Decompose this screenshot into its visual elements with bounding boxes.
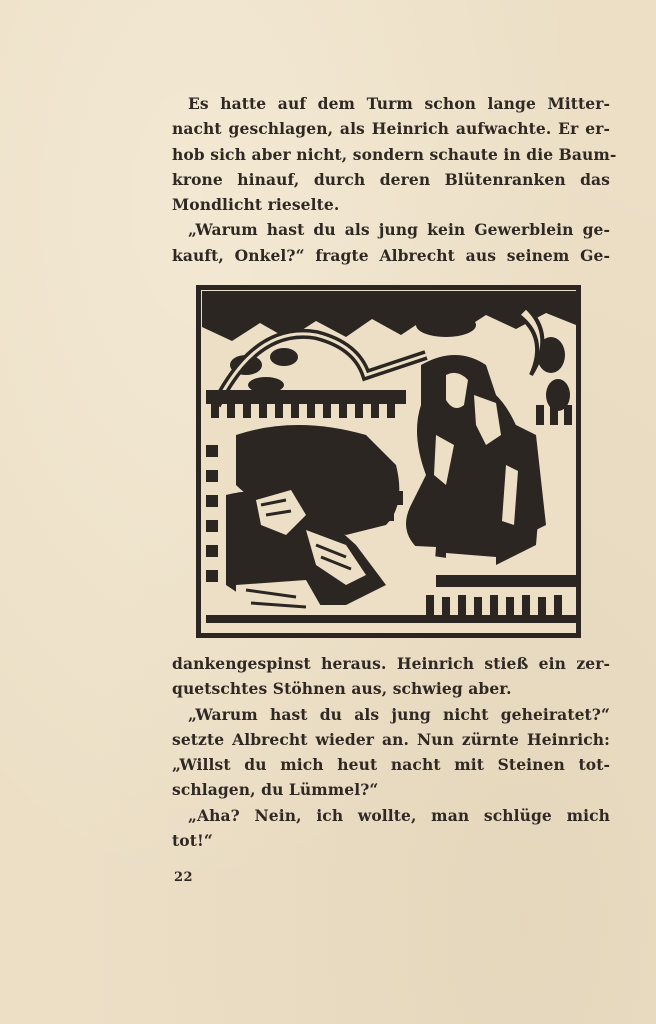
text-line: Mondlicht rieselte. [172, 195, 340, 215]
paragraph-block-top [172, 91, 617, 268]
text-line: „Aha? Nein, ich wollte, man schlüge mich [188, 805, 610, 825]
page-number: 22 [174, 870, 194, 885]
text-line: dankengespinst heraus. Heinrich stieß ein zer- [172, 654, 610, 673]
text-line: „Warum hast du als jung kein Gewerblein ge- [188, 220, 610, 240]
text-line: nacht geschlagen, als Heinrich aufwachte. Er er- [172, 119, 610, 139]
text-line: Es hatte auf dem Turm schon lange Mitter- [188, 94, 610, 113]
text-line: kauft, Onkel?“ fragte Albrecht aus seinem Ge- [172, 245, 610, 265]
text-line: setzte Albrecht wieder an. Nun zürnte Heinrich: [172, 729, 610, 749]
text-line: tot!“ [172, 831, 213, 851]
text-line: „Warum hast du als jung nicht geheiratet?“ [188, 704, 610, 724]
woodcut-image-icon [196, 285, 581, 638]
text-line: hob sich aber nicht, sondern schaute in die Baum- [172, 144, 617, 164]
text-line: „Willst du mich heut nacht mit Steinen tot- [172, 755, 610, 775]
text-line: krone hinauf, durch deren Blütenranken das [172, 169, 610, 189]
paragraph-block-bottom [172, 651, 610, 853]
woodcut-illustration [196, 285, 581, 638]
text-line: schlagen, du Lümmel?“ [172, 780, 379, 800]
text-line: quetschtes Stöhnen aus, schwieg aber. [172, 679, 512, 699]
